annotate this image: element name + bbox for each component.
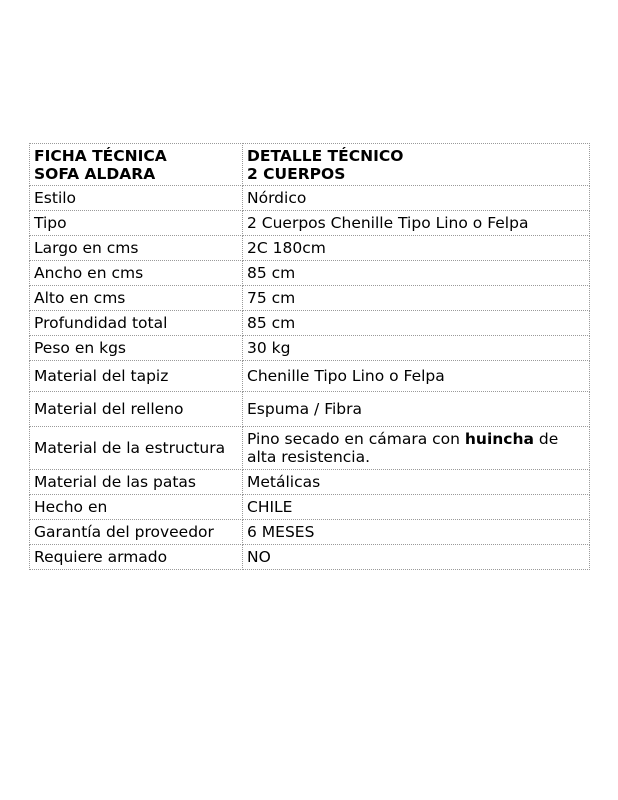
table-row: [30, 470, 590, 495]
row-value: [243, 427, 590, 470]
header-left-cell: [30, 144, 243, 186]
row-label: Material de las patas: [30, 470, 243, 495]
table-row: [30, 427, 590, 470]
row-label: Material del relleno: [30, 392, 243, 427]
row-label: Peso en kgs: [30, 336, 243, 361]
row-label: Requiere armado: [30, 545, 243, 570]
row-label: Material de la estructura: [30, 427, 243, 470]
row-value: Chenille Tipo Lino o Felpa: [243, 361, 590, 392]
row-value: 85 cm: [243, 311, 590, 336]
table-row: [30, 186, 590, 211]
row-value: NO: [243, 545, 590, 570]
row-label: Largo en cms: [30, 236, 243, 261]
table-row: [30, 286, 590, 311]
row-value-text: Pino secado en cámara con: [247, 430, 465, 448]
row-value-text-end: de alta resistencia.: [247, 430, 559, 466]
row-label: Hecho en: [30, 495, 243, 520]
table-row: [30, 336, 590, 361]
row-value: 85 cm: [243, 261, 590, 286]
row-value: 2C 180cm: [243, 236, 590, 261]
table-row: [30, 495, 590, 520]
row-value: Nórdico: [243, 186, 590, 211]
row-value: CHILE: [243, 495, 590, 520]
row-label: Tipo: [30, 211, 243, 236]
table-row: [30, 392, 590, 427]
table-row: [30, 520, 590, 545]
header-right-cell: [243, 144, 590, 186]
spec-table: [29, 143, 590, 570]
row-label: Profundidad total: [30, 311, 243, 336]
table-row: [30, 211, 590, 236]
table-row: [30, 545, 590, 570]
row-value: Metálicas: [243, 470, 590, 495]
row-value: Espuma / Fibra: [243, 392, 590, 427]
row-value: 30 kg: [243, 336, 590, 361]
header-right-line1: DETALLE TÉCNICO: [247, 147, 404, 165]
row-label: Ancho en cms: [30, 261, 243, 286]
table-row: [30, 361, 590, 392]
row-label: Alto en cms: [30, 286, 243, 311]
row-value-bold-text: huincha: [464, 430, 534, 448]
row-label: Estilo: [30, 186, 243, 211]
header-right-line2: 2 CUERPOS: [247, 165, 346, 183]
table-header-row: [30, 144, 590, 186]
header-left-line2: SOFA ALDARA: [34, 165, 156, 183]
row-label: Garantía del proveedor: [30, 520, 243, 545]
table-row: [30, 236, 590, 261]
header-left-line1: FICHA TÉCNICA: [34, 147, 167, 165]
row-value: 6 MESES: [243, 520, 590, 545]
table-row: [30, 261, 590, 286]
table-row: [30, 311, 590, 336]
row-label: Material del tapiz: [30, 361, 243, 392]
row-value: 75 cm: [243, 286, 590, 311]
row-value: 2 Cuerpos Chenille Tipo Lino o Felpa: [243, 211, 590, 236]
